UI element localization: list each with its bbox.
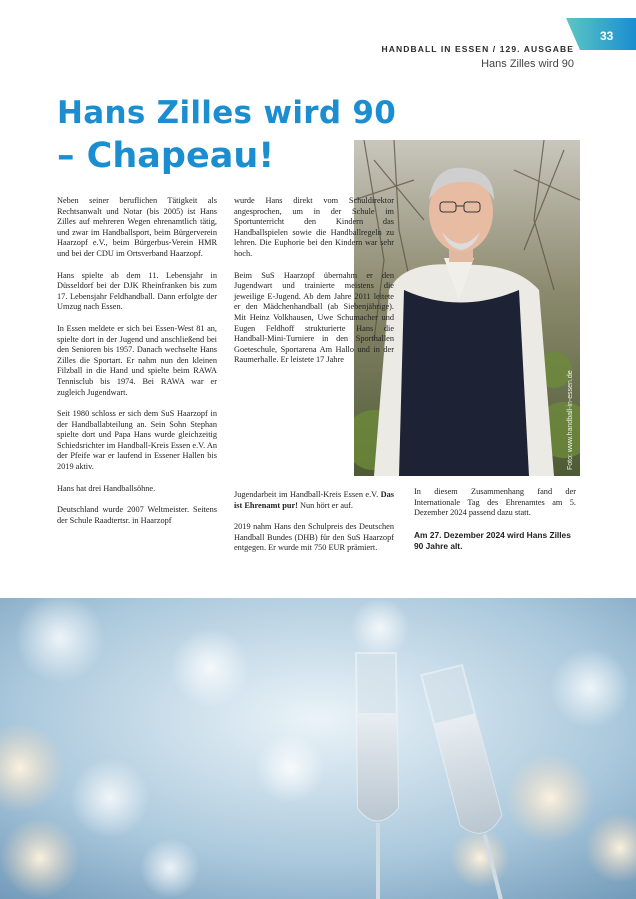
paragraph: 2019 nahm Hans den Schulpreis des Deutschen Handball Bundes (DHB) für den SuS Haarzopf entgegen. Er wurde mit 750 EUR prämiert. [234,522,394,553]
closing-statement: Am 27. Dezember 2024 wird Hans Zilles 90 Jahre alt. [414,529,571,551]
champagne-glasses-image [0,598,636,899]
paragraph: In diesem Zusammenhang fand der Internationale Tag des Ehrenamtes am 5. Dezember 2024 passend dazu statt. [414,487,576,518]
paragraph: Seit 1980 schloss er sich dem SuS Haarzopf in der Handballabteilung an. Sein Sohn Stephan spielte dort und Papa Hans wurde gleichzeitig Schiedsrichter im Handball-Kreis Essen e.V. An der Pfeife war er laufend in Essener Hallen bis 2019 aktiv. [57,409,217,472]
headline-line-2: – Chapeau! [57,136,275,176]
magazine-kicker: HANDBALL IN ESSEN / 129. AUSGABE [381,44,574,54]
running-title: Hans Zilles wird 90 [481,58,574,70]
paragraph: In Essen meldete er sich bei Essen-West 81 an, spielte dort in der Jugend und anschließend bei den Senioren bis 1957. Danach wechselte Hans Zilles die Sportart. Er nahm nun den kleinen Filzball in die Hand und spielte beim RAWA Tennisclub bis 1974. Bei RAWA war er zugleich Jugendwart. [57,323,217,397]
article-column-2-continued [234,490,394,565]
paragraph-text: Jugendarbeit im Handball-Kreis Essen e.V. [234,490,379,499]
paragraph: wurde Hans direkt vom Schuldirektor angesprochen, um in der Schule im Sportunterricht den Kindern das Handballspielen sowie die Handballregeln zu lehren. Die Euphorie bei den Kindern war sehr hoch. [234,196,394,258]
paragraph: Hans spielte ab dem 11. Lebensjahr in Düsseldorf bei der DJK Rheinfranken bis zum 17. Lebensjahr Feldhandball. Dann erfolgte der Umzug nach Essen. [57,270,217,312]
article-headline [57,92,396,178]
paragraph: Hans hat drei Handballsöhne. [57,483,156,493]
article-column-1 [57,196,217,537]
paragraph: Beim SuS Haarzopf übernahm er den Jugendwart und trainierte meistens die jeweilige E-Jugend. Ab dem Jahre 2011 leitete er den Mädchenhandball (ab Siebenjährige). Mit Heinz Volkhausen, Uwe Schumacher und Eugen Feldhoff strukturierte Hans die Handball-Mini-Turniere in den Sporthallen Goeteschule, Sportarena Am Hallo und in der Raumerhalle. Er leistete 17 Jahre [234,270,394,365]
headline-line-1: Hans Zilles wird 90 [57,95,397,131]
photo-credit: Foto: www.handball-in-essen.de [567,370,574,470]
paragraph: Neben seiner beruflichen Tätigkeit als Rechtsanwalt und Notar (bis 2005) ist Hans Zilles auf mehreren Wegen ehrenamtlich tätig, und zwar im Handballsport, beim Bürgerverein Haarzopf e.V., beim Bürgerbus-Verein HMR und bei der CDU im Ortsverband Haarzopf. [57,196,217,258]
paragraph-text-tail: Nun hört er auf. [297,500,353,510]
paragraph: Deutschland wurde 2007 Weltmeister. Seitens der Schule Raadtertsr. in Haarzopf [57,505,217,525]
article-column-2 [234,196,394,377]
emphasis-text: Das ist Ehrenamt pur! [234,490,394,510]
article-column-3 [414,487,576,563]
paragraph [234,490,394,511]
page-number: 33 [600,29,614,43]
